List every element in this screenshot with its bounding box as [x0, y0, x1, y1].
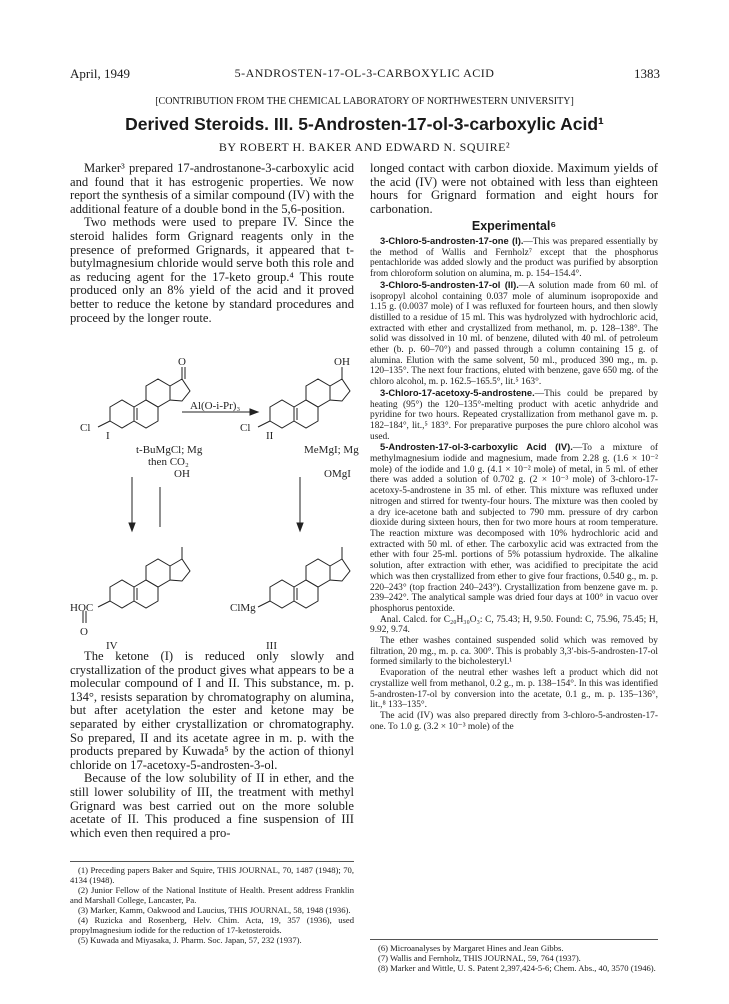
- footnote: (2) Junior Fellow of the National Institute of Health. Present address Franklin and Marshall College, Lancaster, Pa.: [70, 885, 354, 905]
- article-title: Derived Steroids. III. 5-Androsten-17-ol-3-carboxylic Acid¹: [125, 114, 604, 134]
- ring-b: [134, 400, 158, 428]
- article-authors: BY ROBERT H. BAKER AND EDWARD N. SQUIRE²: [218, 140, 511, 154]
- omgi-label: OMgI: [324, 468, 351, 480]
- page-number: 1383: [634, 66, 660, 81]
- compound-heading: 3-Chloro-5-androsten-17-one (I).: [380, 235, 524, 246]
- reaction-scheme: [70, 357, 360, 649]
- experimental-paragraph: The acid (IV) was also prepared directly from 3-chloro-5-androsten-17-one. To 1.0 g. (3.2 × 10⁻³ mole) of the: [370, 710, 658, 732]
- footnote: (6) Microanalyses by Margaret Hines and Jean Gibbs.: [378, 943, 564, 953]
- experimental-paragraph: Evaporation of the neutral ether washes left a product which did not crystallize well from methanol, 0.2 g., m. p. 138–154°. In this was identified 5-androsten-17-ol by conversion into the acetate, 0.1 g., m. p. 135–136°, lit.,⁸ 133–135°.: [370, 668, 658, 711]
- chloromagnesio-label: ClMg: [230, 602, 256, 614]
- paragraph: Marker³ prepared 17-androstanone-3-carboxylic acid and found that it has estrogenic properties. We now report the synthesis of a similar compound (IV) with the additional feature of a double bond in the 5,6-position.: [70, 161, 354, 216]
- paragraph: The ketone (I) is reduced only slowly and crystallization of the product gives what appears to be a molecular compound of I and II. This substance, m. p. 134°, resists separation by chromatography on alumina, but after acetylation the ester and ketone may be separated by either crystallization or chromatography. So prepared, II and its acetate agree in m. p. with the products prepared by Kuwada⁵ by the action of thionyl chloride on 17-acetoxy-5-androsten-3-ol.: [70, 649, 354, 772]
- experimental-paragraph: 5-Androsten-17-ol-3-carboxylic Acid (IV).—To a mixture of methylmagnesium iodide and magnesium, made from 2.28 g. (1.6 × 10⁻² mole) of the iodide and 1.0 g. (4.1 × 10⁻² mole) of metal, in 5 ml. of ether there was added a solution of 0.702 g. (2 × 10⁻³ mole) of 3-chloro-17-acetoxy-5-androstene in 35 ml. of ether. This mixture was refluxed under nitrogen and stirred for twenty-four hours. The mixture was then cooled by a dry ice-acetone bath and subjected to 790 mm. pressure of dry carbon dioxide during sixteen hours, then for two more hours at room temperature. The reaction mixture was decomposed with 10% hydrochloric acid and extracted with 50 ml. of ether. The carboxylic acid was extracted from the ether with four 25-ml. portions of 5% potassium hydroxide. The alkaline solution, after extraction with ether, was acidified to precipitate the acid which was then crystallized from ether to give four fractions, 0.540 g., m. p. 220–243° (top fraction 240–243°). Crystallization from benzene gave m. p. 239–242°. The analytical sample was dried four days at 100° in vacuo over phosphorus pentoxide.: [370, 441, 658, 614]
- footnote: (4) Ruzicka and Rosenberg, Helv. Chim. Acta, 19, 357 (1936), used propylmagnesium iodide for the reduction of 17-ketosteroids.: [70, 915, 354, 935]
- compound-label-iii: III: [266, 640, 277, 649]
- experimental-paragraph: The ether washes contained suspended solid which was removed by filtration, 20 mg., m. p. ca. 300°. This is probably 3,3′-bis-5-androsten-17-ol formed similarly to the bicholesteryl.¹: [370, 636, 658, 668]
- paragraph: longed contact with carbon dioxide. Maximum yields of the acid (IV) were not obtained with less than eighteen hours for Grignard formation and eight hours for carbonation.: [370, 161, 658, 216]
- left-column-text: [70, 162, 354, 325]
- footnote: (5) Kuwada and Miyasaka, J. Pharm. Soc. Japan, 57, 232 (1937).: [78, 935, 302, 945]
- carbonyl-oxygen-label: O: [80, 626, 88, 638]
- oxo-label: O: [178, 357, 186, 368]
- compound-label-iv: IV: [106, 640, 118, 649]
- experimental-heading: Experimental⁶: [471, 219, 557, 233]
- ring-d: [170, 379, 190, 401]
- experimental-section: [370, 236, 658, 732]
- reagent-butyl-grignard: t-BuMgCl; Mg: [136, 444, 203, 456]
- footnote: (7) Wallis and Fernholz, THIS JOURNAL, 59, 764 (1937).: [378, 953, 581, 963]
- reagent-carbon-dioxide: then CO₂: [148, 456, 189, 468]
- right-footnotes: [370, 939, 658, 973]
- compound-label-ii: II: [266, 430, 274, 442]
- analysis-paragraph: Anal. Calcd. for C₂₀H₃₀O₃: C, 75.43; H, 9.50. Found: C, 75.96, 75.45; H, 9.92, 9.74.: [370, 614, 658, 636]
- chloro-label-ii: Cl: [240, 422, 251, 434]
- footnote: (8) Marker and Wittle, U. S. Patent 2,397,424-5-6; Chem. Abs., 40, 3570 (1946).: [378, 963, 656, 973]
- chloro-label-i: Cl: [80, 422, 91, 434]
- compound-heading: 3-Chloro-5-androsten-17-ol (II).: [380, 278, 519, 290]
- left-column-text-continued: [70, 650, 354, 840]
- reagent-alkoxide: Al(O-i-Pr)₃: [190, 400, 241, 412]
- hydroxyl-label: OH: [334, 357, 350, 368]
- paragraph: Two methods were used to prepare IV. Since the steroid halides form Grignard reagents only in the presence of preformed Grignards, it appeared that t-butylmagnesium chloride would serve both this role and as reducing agent for the 17-keto group.⁴ This route produced only an 8% yield of the acid and it proved better to reduce the ketone by standard procedures and proceed by the longer route.: [70, 215, 354, 325]
- hydroxyl-label-iv: OH: [174, 468, 190, 480]
- compound-heading: 3-Chloro-17-acetoxy-5-androstene.: [380, 386, 535, 398]
- compound-label-i: I: [106, 430, 110, 442]
- ring-c: [146, 379, 170, 407]
- ring-a: [110, 400, 134, 428]
- running-header-date: April, 1949: [70, 66, 130, 81]
- footnote: (1) Preceding papers Baker and Squire, THIS JOURNAL, 70, 1487 (1948); 70, 4134 (1948).: [70, 865, 354, 885]
- compound-heading: 5-Androsten-17-ol-3-carboxylic Acid (IV).: [380, 441, 573, 453]
- carboxyl-label: HOC: [70, 602, 94, 614]
- experimental-paragraph: 3-Chloro-17-acetoxy-5-androstene.—This could be prepared by heating (95°) the 120–135°-melting product with acetic anhydride and pyridine for two hours. Repeated crystallization from methanol gave m. p. 182–184°, lit.,⁵ 183°. For preparative purposes the pure chloro alcohol was used.: [370, 386, 658, 442]
- right-column-text: [370, 162, 658, 216]
- reagent-methyl-grignard: MeMgI; Mg: [304, 444, 359, 456]
- contribution-line: [CONTRIBUTION FROM THE CHEMICAL LABORATORY OF NORTHWESTERN UNIVERSITY]: [155, 96, 574, 107]
- footnote: (3) Marker, Kamm, Oakwood and Laucius, THIS JOURNAL, 58, 1948 (1936).: [78, 905, 351, 915]
- running-header-title: 5-ANDROSTEN-17-OL-3-CARBOXYLIC ACID: [234, 66, 495, 80]
- experimental-paragraph: 3-Chloro-5-androsten-17-ol (II).—A solution made from 60 ml. of isopropyl alcohol containing 0.037 mole of aluminum isopropoxide and 1.15 g. (0.0037 mole) of I was refluxed for fourteen hours, and then slowly distilled to a residue of 15 ml. This was hydrolyzed with hydrochloric acid, extracted with ether and crystallized from methanol, m. p. 128–138°. The solid was dissolved in 10 ml. of benzene, diluted with 40 ml. of petroleum ether (b. p. 60–70°) and passed through a column containing 15 g. of alumina. Elution with the same solvent, 50 ml., produced 390 mg., m. p. 120–135°. The next four fractions, eluted with benzene, gave 650 mg. of the chloro alcohol, m. p. 162.5–165.5°, lit.⁵ 163°.: [370, 278, 659, 388]
- experimental-paragraph: 3-Chloro-5-androsten-17-one (I).—This was prepared essentially by the method of Wallis and Fernholz⁷ except that the phosphorus pentachloride was added slowly and the product was purified by absorption from chloroform solution on alumina, m. p. 154–154.4°.: [370, 235, 658, 280]
- left-footnotes: [70, 861, 354, 945]
- paragraph: Because of the low solubility of II in ether, and the still lower solubility of III, the treatment with methyl Grignard was best carried out on the more soluble acetate of II. This produced a fine suspension of III which even then required a pro-: [70, 771, 354, 840]
